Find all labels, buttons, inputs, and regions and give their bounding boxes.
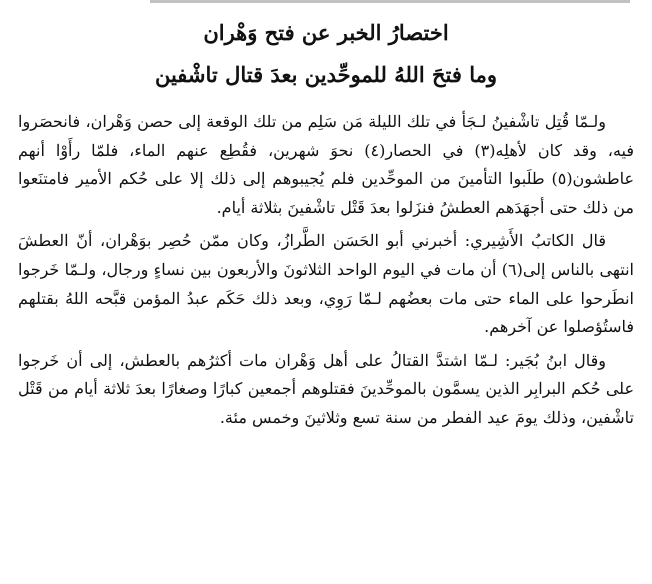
chapter-heading bbox=[0, 12, 652, 96]
body-text bbox=[18, 108, 634, 433]
title-line-1: اختصارُ الخبر عن فتح وَهْران bbox=[203, 20, 449, 45]
paragraph-2: قال الكاتبُ الأَشِيري: أخبرني أبو الحَسَن الطَّرازُ، وكان ممّن حُصِر بوَهْران، أنّ العطشَ انتهى بالناس إلى(٦) أن مات في اليوم الواحد الثلاثونَ والأربعون بين نساءٍ ورجال، ولـمّا خَرجوا انطَرحوا على الماء حتى مات بعضُهم لـمّا رَوِي، وبعد ذلك حَكَم عبدُ المؤمن قبَّحه اللهُ بقتلهم فاستُؤصلوا عن آخرهم. bbox=[18, 231, 634, 337]
page-top-rule bbox=[150, 0, 630, 3]
paragraph-1: ولـمّا قُتِل تاشْفينُ لـجَأ في تلك الليلة مَن سَلِم من تلك الوقعة إلى حصن وَهْران، فانحصَروا فيه، وقد كان لأهلِه(٣) في الحصار(٤) نحوَ شهرين، فقُطِع عنهم الماء، فلمّا رأَوْا أنهم عاطشون(٥) طلَبوا التأمينَ من الموحِّدين فلم يُجيبوهم إلى ذلك إلا على حُكم الأمير فامتنَعوا من ذلك حتى أجهَدَهم العطشُ فنزَلوا بعدَ قَتْل تاشْفينَ بثلاثة أيام. bbox=[18, 112, 634, 217]
title-line-2: وما فتحَ اللهُ للموحِّدين بعدَ قتال تاشْفين bbox=[154, 62, 498, 87]
paragraph-3: وقال ابنُ بُجَير: لـمّا اشتدَّ القتالُ على أهل وَهْران مات أكثرُهم بالعطش، إلى أن خَرجوا على حُكم البرابِر الذين يسمَّون بالموحِّدينَ فقتلوهم أجمعين كبارًا وصغارًا بعدَ ثلاثة أيام من قَتْل تاشْفين، وذلك يومَ عيد الفطر من سنة تسع وثلاثينَ وخمس مئة. bbox=[18, 350, 634, 427]
